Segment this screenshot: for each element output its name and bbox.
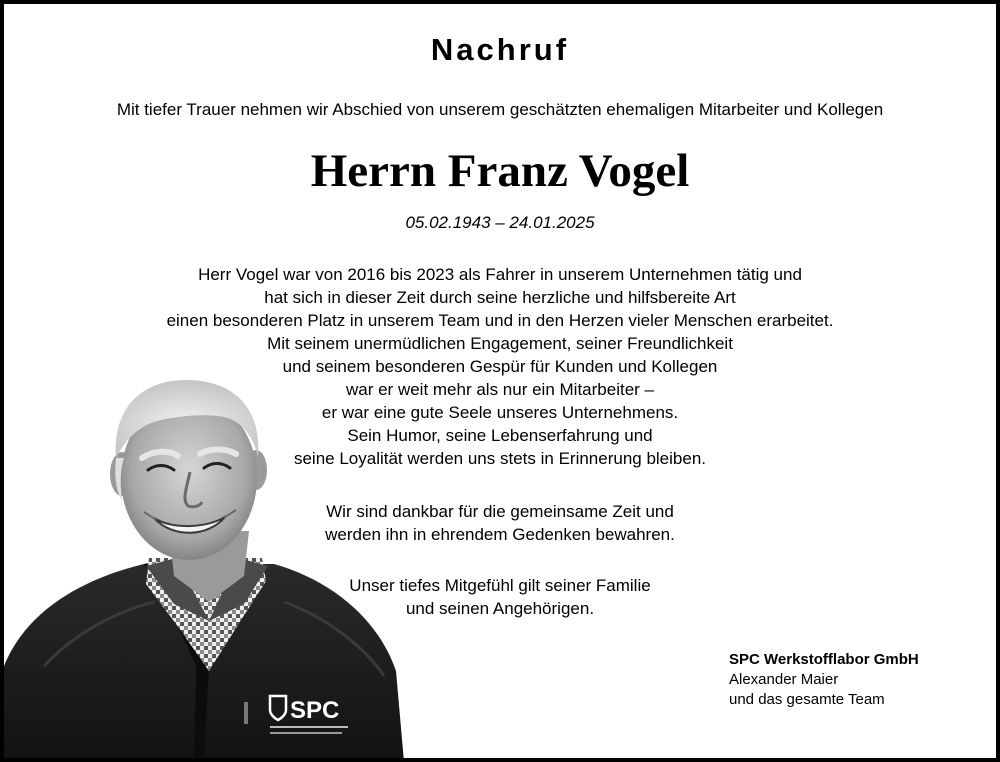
signature-person: Alexander Maier: [729, 671, 839, 688]
tribute-line: und seinem besonderen Gespür für Kunden und Kollegen: [282, 357, 718, 376]
signature-team: und das gesamte Team: [729, 691, 885, 708]
tribute-line: einen besonderen Platz in unserem Team und in den Herzen vieler Menschen erarbeitet.: [166, 311, 834, 330]
portrait-illustration: [4, 366, 409, 762]
intro-text: Mit tiefer Trauer nehmen wir Abschied von unserem geschätzten ehemaligen Mitarbeiter und Kollegen: [116, 100, 884, 119]
tribute-line: war er weit mehr als nur ein Mitarbeiter –: [345, 380, 654, 399]
signature-block: [729, 650, 919, 710]
tribute-line: seine Loyalität werden uns stets in Erinnerung bleiben.: [293, 449, 707, 468]
tribute-line: Mit seinem unermüdlichen Engagement, seiner Freundlichkeit: [267, 334, 733, 353]
life-dates: 05.02.1943 – 24.01.2025: [405, 213, 595, 232]
tribute-line: er war eine gute Seele unseres Unternehmens.: [321, 403, 679, 422]
tribute-line: Herr Vogel war von 2016 bis 2023 als Fahrer in unserem Unternehmen tätig und: [198, 265, 802, 284]
gratitude-line: Wir sind dankbar für die gemeinsame Zeit und: [326, 502, 674, 521]
signature-company: SPC Werkstofflabor GmbH: [729, 651, 919, 668]
spc-logo-text: SPC: [290, 697, 340, 724]
tribute-line: Sein Humor, seine Lebenserfahrung und: [347, 426, 653, 445]
deceased-name: Herrn Franz Vogel: [310, 145, 690, 197]
condolence-line: Unser tiefes Mitgefühl gilt seiner Familie: [349, 576, 651, 595]
heading: Nachruf: [430, 32, 570, 67]
tribute-line: hat sich in dieser Zeit durch seine herzliche und hilfsbereite Art: [264, 288, 736, 307]
gratitude-line: werden ihn in ehrendem Gedenken bewahren.: [325, 525, 675, 544]
portrait-photo: [4, 366, 409, 762]
condolence-line: und seinen Angehörigen.: [405, 599, 595, 618]
